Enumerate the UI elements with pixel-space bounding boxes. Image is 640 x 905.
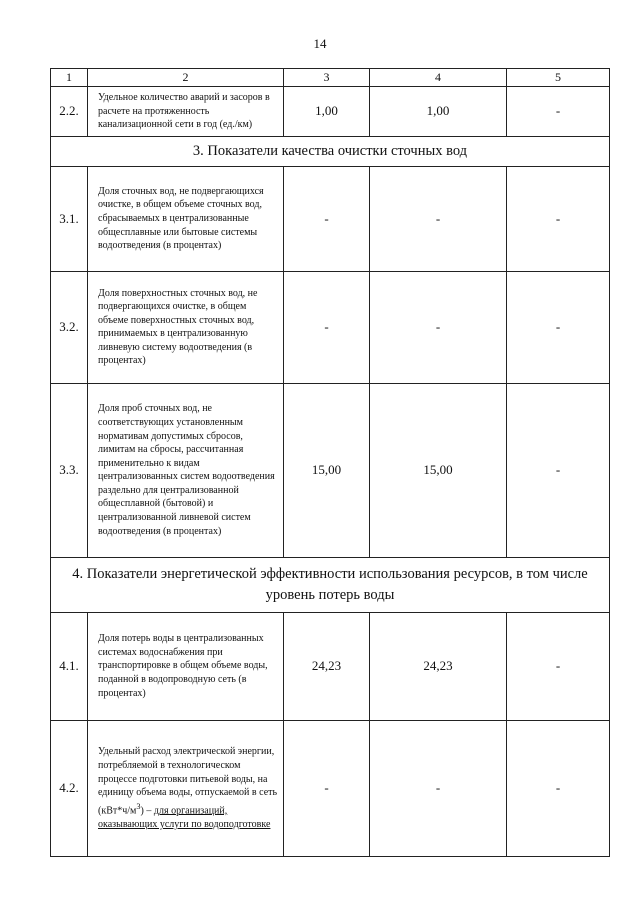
column-header-3: 3 — [284, 69, 370, 87]
indicators-table — [50, 68, 610, 857]
row-description: Доля поверхностных сточных вод, не подвергающихся очистке, в общем объеме поверхностных сточных вод, принимаемых в централизованную ливневую систему водоотведения (в процентах) — [88, 271, 284, 383]
value-col-3: 1,00 — [284, 87, 370, 137]
section-heading-4 — [51, 557, 610, 612]
value-col-3: - — [284, 166, 370, 271]
column-header-2: 2 — [88, 69, 284, 87]
column-header-5: 5 — [507, 69, 610, 87]
value-col-5: - — [507, 271, 610, 383]
description-underlined-text: для организаций, оказывающих услуги по водоподготовке — [98, 805, 271, 830]
row-number: 3.1. — [51, 166, 88, 271]
section-title: 4. Показатели энергетической эффективности использования ресурсов, в том числе уровень потерь воды — [51, 557, 610, 612]
value-col-3: - — [284, 271, 370, 383]
value-col-5: - — [507, 612, 610, 720]
value-col-4: 15,00 — [370, 383, 507, 557]
value-col-5: - — [507, 87, 610, 137]
row-description: Доля потерь воды в централизованных системах водоснабжения при транспортировке в общем объеме воды, поданной в водопроводную сеть (в процентах) — [88, 612, 284, 720]
value-col-3: 24,23 — [284, 612, 370, 720]
value-col-4: 1,00 — [370, 87, 507, 137]
table-row-4-2 — [51, 720, 610, 856]
value-col-4: - — [370, 720, 507, 856]
table-row-3-2 — [51, 271, 610, 383]
value-col-5: - — [507, 383, 610, 557]
value-col-5: - — [507, 720, 610, 856]
row-description: Доля проб сточных вод, не соответствующих установленным нормативам допустимых сбросов, лимитам на сбросы, рассчитанная применительно к видам централизованных систем водоотведения раздельно для централизованной общесплавной (бытовой) и централизованной ливневой систем водоотведения (в процентах) — [88, 383, 284, 557]
row-number: 3.3. — [51, 383, 88, 557]
column-header-4: 4 — [370, 69, 507, 87]
row-number: 3.2. — [51, 271, 88, 383]
description-text: Удельный расход электрической энергии, потребляемой в технологическом процессе подготовки питьевой воды, на единицу объема воды, отпускаемой в сеть (кВт*ч/м — [98, 746, 278, 817]
row-description: Доля сточных вод, не подвергающихся очистке, в общем объеме сточных вод, сбрасываемых в централизованные общесплавные или бытовые системы водоотведения (в процентах) — [88, 166, 284, 271]
description-dash: ) – — [140, 805, 154, 817]
table-header-row — [51, 69, 610, 87]
unit-superscript: 3 — [136, 801, 141, 811]
section-heading-3 — [51, 136, 610, 166]
column-header-1: 1 — [51, 69, 88, 87]
table-row-2-2 — [51, 87, 610, 137]
table-row-3-1 — [51, 166, 610, 271]
section-title: 3. Показатели качества очистки сточных вод — [51, 136, 610, 166]
row-description — [88, 720, 284, 856]
row-description: Удельное количество аварий и засоров в расчете на протяженность канализационной сети в год (ед./км) — [88, 87, 284, 137]
value-col-4: 24,23 — [370, 612, 507, 720]
row-number: 4.1. — [51, 612, 88, 720]
value-col-5: - — [507, 166, 610, 271]
value-col-4: - — [370, 271, 507, 383]
row-number: 2.2. — [51, 87, 88, 137]
value-col-4: - — [370, 166, 507, 271]
value-col-3: - — [284, 720, 370, 856]
value-col-3: 15,00 — [284, 383, 370, 557]
row-number: 4.2. — [51, 720, 88, 856]
page-number: 14 — [313, 36, 327, 51]
table-row-3-3 — [51, 383, 610, 557]
table-row-4-1 — [51, 612, 610, 720]
